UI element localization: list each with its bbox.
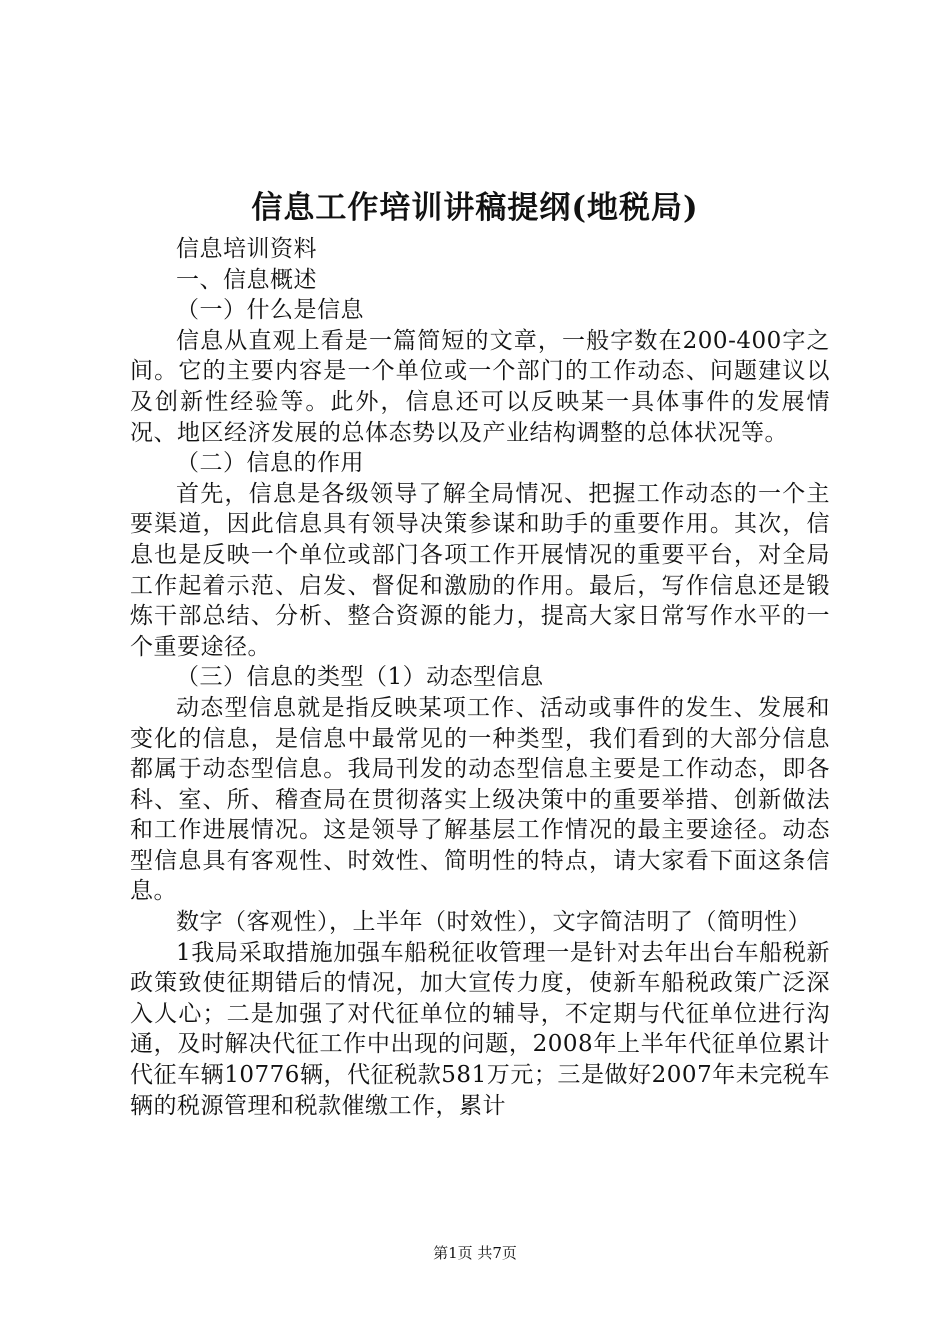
paragraph-6: 首先，信息是各级领导了解全局情况、把握工作动态的一个主要渠道，因此信息具有领导决策参谋和助手的重要作用。其次，信息也是反映一个单位或部门各项工作开展情况的重要平台，对全局工作起着示范、启发、督促和激励的作用。最后，写作信息还是锻炼干部总结、分析、整合资源的能力，提高大家日常写作水平的一个重要途径。 [130, 480, 830, 660]
page-number-footer: 第1页 共7页 [433, 1244, 517, 1262]
paragraph-8: 动态型信息就是指反映某项工作、活动或事件的发生、发展和变化的信息，是信息中最常见的一种类型，我们看到的大部分信息都属于动态型信息。我局刊发的动态型信息主要是工作动态，即各科、室、所、稽查局在贯彻落实上级决策中的重要举措、创新做法和工作进展情况。这是领导了解基层工作情况的最主要途径。动态型信息具有客观性、时效性、简明性的特点，请大家看下面这条信息。 [130, 694, 830, 905]
document-title: 信息工作培训讲稿提纲(地税局) [251, 190, 699, 226]
paragraph-9: 数字（客观性），上半年（时效性），文字简洁明了（简明性） [176, 909, 811, 936]
paragraph-7: （三）信息的类型（1）动态型信息 [176, 664, 544, 691]
paragraph-4: 信息从直观上看是一篇简短的文章，一般字数在200-400字之间。它的主要内容是一个单位或一个部门的工作动态、问题建议以及创新性经验等。此外，信息还可以反映某一具体事件的发展情况、地区经济发展的总体态势以及产业结构调整的总体状况等。 [130, 327, 830, 446]
paragraph-5: （二）信息的作用 [176, 450, 364, 477]
paragraph-1: 信息培训资料 [176, 236, 317, 262]
document-body [130, 234, 830, 1121]
paragraph-10: 1我局采取措施加强车船税征收管理一是针对去年出台车船税新政策致使征期错后的情况，加大宣传力度，使新车船税政策广泛深入人心；二是加强了对代征单位的辅导，不定期与代征单位进行沟通，及时解决代征工作中出现的问题，2008年上半年代征单位累计代征车辆10776辆，代征税款581万元；三是做好2007年未完税车辆的税源管理和税款催缴工作，累计 [130, 939, 830, 1119]
paragraph-3: （一）什么是信息 [176, 297, 364, 324]
paragraph-2: 一、信息概述 [176, 266, 317, 293]
